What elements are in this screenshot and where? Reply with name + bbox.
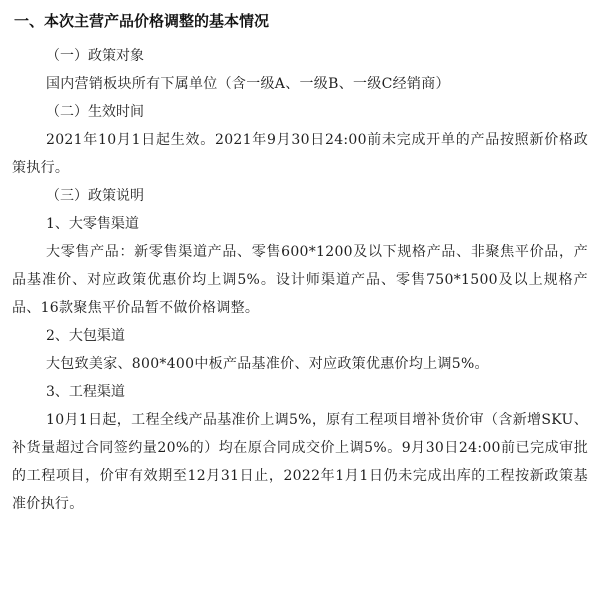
policy-object-text: 国内营销板块所有下属单位（含一级A、一级B、一级C经销商）	[46, 76, 450, 92]
section-heading: 一、本次主营产品价格调整的基本情况	[14, 12, 270, 30]
project-channel-text: 10月1日起，工程全线产品基准价上调5%，原有工程项目增补货价审（含新增SKU、补货量超过合同签约量20%的）均在原合同成交价上调5%。9月30日24:00前已完成审批的工程项目，价审有效期至12月31日止，2022年1月1日仍未完成出库的工程按新政策基准价执行。	[12, 412, 588, 512]
policy-object-title: （一）政策对象	[46, 48, 144, 64]
effective-time-title: （二）生效时间	[46, 104, 144, 120]
retail-channel-text: 大零售产品：新零售渠道产品、零售600*1200及以下规格产品、非聚焦平价品，产品基准价、对应政策优惠价均上调5%。设计师渠道产品、零售750*1500及以上规格产品、16款聚焦平价品暂不做价格调整。	[12, 244, 588, 316]
policy-description-title: （三）政策说明	[46, 188, 144, 204]
package-channel-text: 大包致美家、800*400中板产品基准价、对应政策优惠价均上调5%。	[46, 356, 489, 372]
project-channel-title: 3、工程渠道	[46, 384, 125, 400]
effective-time-text: 2021年10月1日起生效。2021年9月30日24:00前未完成开单的产品按照新价格政策执行。	[12, 132, 588, 176]
retail-channel-title: 1、大零售渠道	[46, 216, 139, 232]
package-channel-title: 2、大包渠道	[46, 328, 125, 344]
